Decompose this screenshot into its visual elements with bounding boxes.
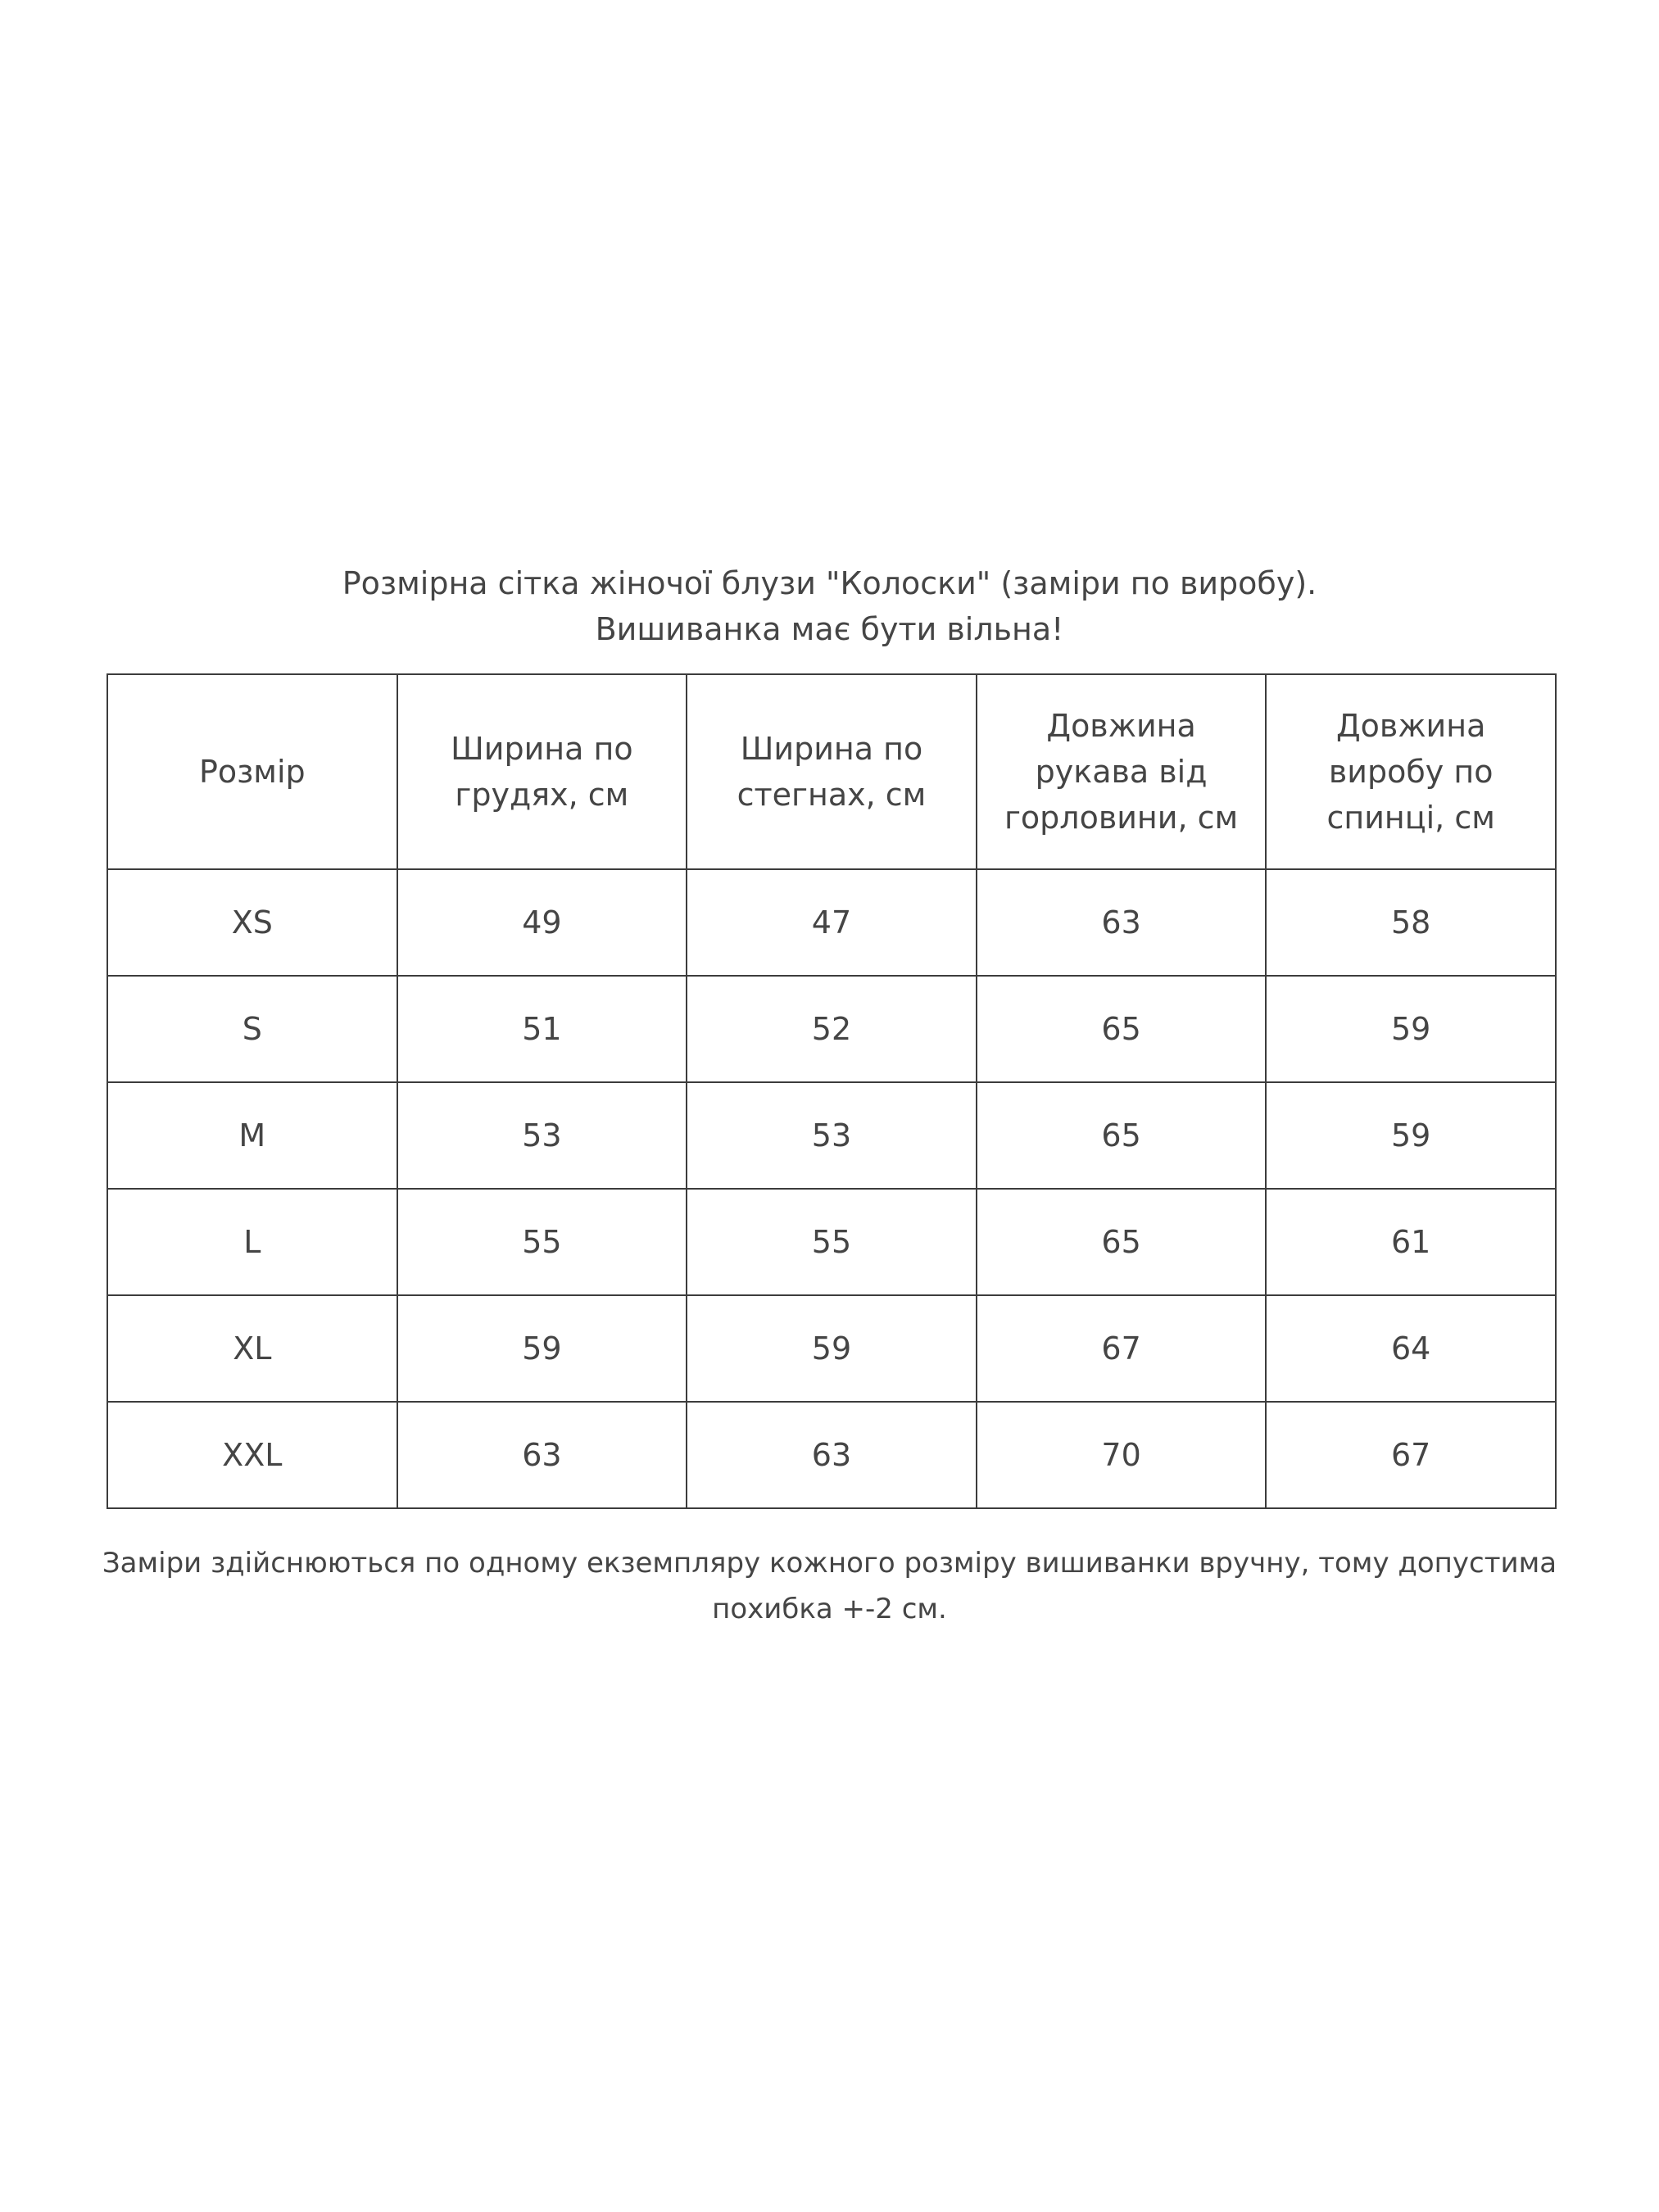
table-row <box>107 976 1556 1082</box>
table-cell: 55 <box>687 1189 977 1295</box>
table-cell: 52 <box>687 976 977 1082</box>
table-cell: 47 <box>687 869 977 976</box>
table-row <box>107 1295 1556 1402</box>
table-cell: 53 <box>397 1082 687 1189</box>
page-title <box>0 560 1659 652</box>
table-cell: 61 <box>1266 1189 1556 1295</box>
table-cell: 63 <box>397 1402 687 1508</box>
table-cell: XS <box>107 869 397 976</box>
table-row <box>107 1082 1556 1189</box>
table-cell: 55 <box>397 1189 687 1295</box>
table-header-row <box>107 674 1556 869</box>
table-cell: S <box>107 976 397 1082</box>
table-cell: 65 <box>977 1082 1267 1189</box>
table-cell: 51 <box>397 976 687 1082</box>
table-cell: 59 <box>1266 1082 1556 1189</box>
measurement-note <box>0 1540 1659 1632</box>
header-hip-width: Ширина по стегнах, см <box>687 674 977 869</box>
table-cell: 49 <box>397 869 687 976</box>
table-cell: 59 <box>687 1295 977 1402</box>
table-cell: 58 <box>1266 869 1556 976</box>
title-line-1: Розмірна сітка жіночої блузи "Колоски" (заміри по виробу). <box>342 565 1317 601</box>
table-row <box>107 1402 1556 1508</box>
title-line-2: Вишиванка має бути вільна! <box>595 611 1064 647</box>
header-size: Розмір <box>107 674 397 869</box>
table-cell: 65 <box>977 1189 1267 1295</box>
table-cell: L <box>107 1189 397 1295</box>
table-cell: 53 <box>687 1082 977 1189</box>
table-cell: 59 <box>397 1295 687 1402</box>
header-sleeve-length: Довжина рукава від горловини, см <box>977 674 1267 869</box>
table-cell: 67 <box>1266 1402 1556 1508</box>
table-cell: XXL <box>107 1402 397 1508</box>
note-line-2: похибка +-2 см. <box>712 1593 947 1625</box>
header-chest-width: Ширина по грудях, см <box>397 674 687 869</box>
table-cell: 63 <box>687 1402 977 1508</box>
table-cell: 64 <box>1266 1295 1556 1402</box>
table-cell: 70 <box>977 1402 1267 1508</box>
table-cell: 59 <box>1266 976 1556 1082</box>
table-cell: XL <box>107 1295 397 1402</box>
table-row <box>107 869 1556 976</box>
size-chart-table <box>107 673 1557 1509</box>
table-cell: M <box>107 1082 397 1189</box>
note-line-1: Заміри здійснюються по одному екземпляру кожного розміру вишиванки вручну, тому допустима <box>102 1547 1557 1580</box>
table-cell: 63 <box>977 869 1267 976</box>
header-back-length: Довжина виробу по спинці, см <box>1266 674 1556 869</box>
table-cell: 65 <box>977 976 1267 1082</box>
table-cell: 67 <box>977 1295 1267 1402</box>
table-row <box>107 1189 1556 1295</box>
